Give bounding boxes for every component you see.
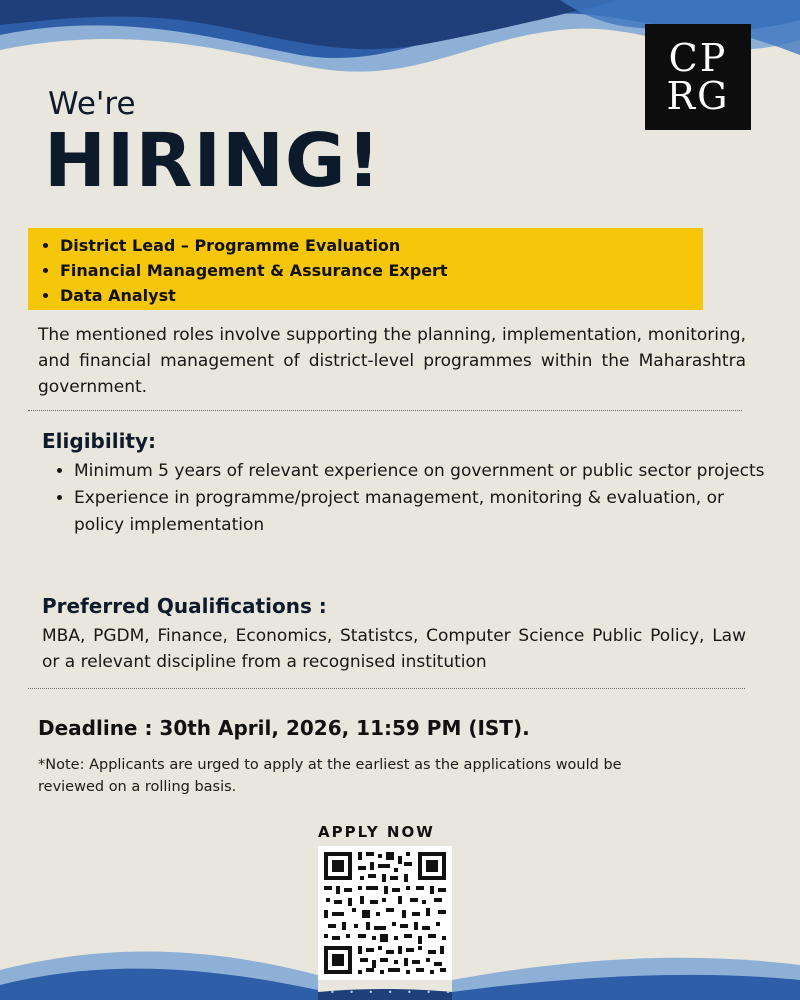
logo-line-1: CP [668,36,728,80]
eligibility-heading: Eligibility: [42,429,157,453]
eligibility-item: • Minimum 5 years of relevant experience on government or public sector projects [74,458,774,485]
apply-now-label: APPLY NOW [318,823,435,841]
roles-highlight-box [28,228,703,310]
divider [28,410,742,411]
intro-paragraph: The mentioned roles involve supporting the planning, implementation, monitoring, and financial management of district-level programmes within the Maharashtra government. [38,325,746,397]
qualifications-heading: Preferred Qualifications : [42,594,327,618]
hiring-title: HIRING! [44,118,382,204]
logo-line-2: RG [666,74,730,118]
eligibility-item: • Experience in programme/project management, monitoring & evaluation, or policy implementation [74,485,774,539]
role-item: • Financial Management & Assurance Expert [60,258,703,283]
deadline-text: Deadline : 30th April, 2026, 11:59 PM (IST). [38,716,530,740]
qualifications-text: MBA, PGDM, Finance, Economics, Statistcs, Computer Science Public Policy, Law or a relevant discipline from a recognised institution [42,626,746,672]
role-item: • Data Analyst [60,283,703,308]
page-dots-decoration: • • • • • • • [330,988,457,997]
cprg-logo [645,24,751,130]
divider [28,688,745,689]
note-text: *Note: Applicants are urged to apply at the earliest as the applications would be reviewed on a rolling basis. [38,757,622,795]
eligibility-list [48,458,774,539]
roles-list [28,228,703,308]
were-text: We're [48,86,136,122]
role-item: • District Lead – Programme Evaluation [60,233,703,258]
